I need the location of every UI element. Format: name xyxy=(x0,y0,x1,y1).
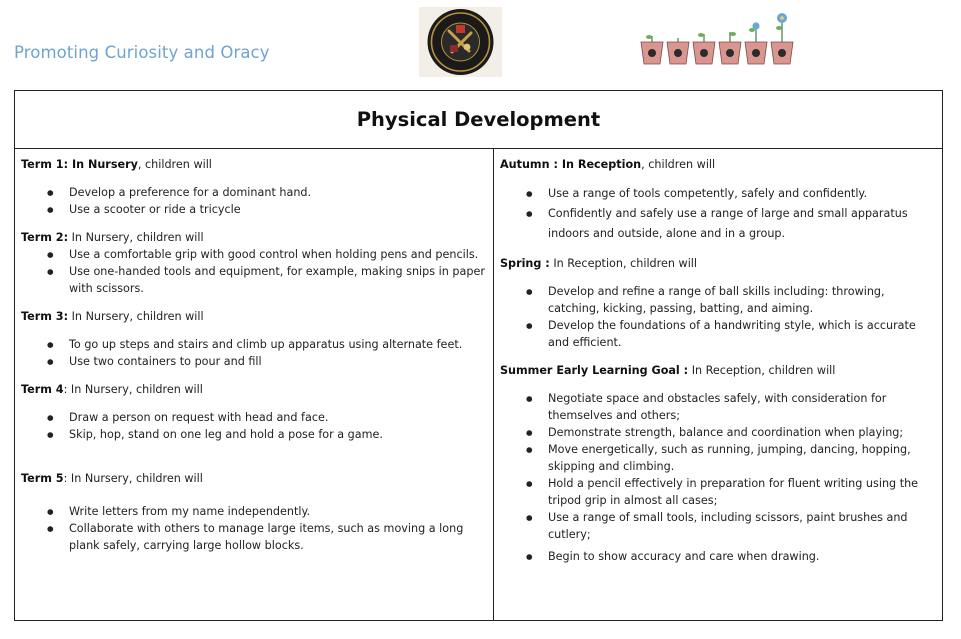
list-item: ● Use a comfortable grip with good control when holding pens and pencils. xyxy=(21,246,487,263)
term-2-heading: Term 2: In Nursery, children will xyxy=(21,231,204,244)
autumn-list xyxy=(500,184,937,244)
term-4-list xyxy=(21,409,487,443)
list-item: ● Collaborate with others to manage large items, such as moving a long plank safely, carrying large hollow blocks. xyxy=(21,520,487,554)
list-item: ● Use a scooter or ride a tricycle xyxy=(21,201,487,218)
section-title: Physical Development xyxy=(15,91,942,149)
list-item: ● Hold a pencil effectively in preparation for fluent writing using the tripod grip in almost all cases; xyxy=(500,475,937,509)
term-1-list xyxy=(21,184,487,218)
list-item: ● Draw a person on request with head and face. xyxy=(21,409,487,426)
term-5-list xyxy=(21,503,487,554)
spring-heading: Spring : In Reception, children will xyxy=(500,257,698,270)
school-crest-icon xyxy=(419,7,502,77)
list-item: ● Develop the foundations of a handwriting style, which is accurate and efficient. xyxy=(500,317,937,351)
term-4-heading: Term 4: In Nursery, children will xyxy=(21,383,203,396)
list-item: ● Move energetically, such as running, jumping, dancing, hopping, skipping and climbing. xyxy=(500,441,937,475)
list-item: ● Negotiate space and obstacles safely, with consideration for themselves and others; xyxy=(500,390,937,424)
reception-column xyxy=(500,156,937,565)
term-3-heading: Term 3: In Nursery, children will xyxy=(21,310,204,323)
list-item: ● Skip, hop, stand on one leg and hold a pose for a game. xyxy=(21,426,487,443)
header-title: Promoting Curiosity and Oracy xyxy=(14,43,270,62)
list-item: ● Write letters from my name independently. xyxy=(21,503,487,520)
term-3-list xyxy=(21,336,487,370)
term-1-heading: Term 1: In Nursery, children will xyxy=(21,158,212,171)
list-item: ● Confidently and safely use a range of large and small apparatus indoors and outside, alone and in a group. xyxy=(500,204,937,244)
list-item: ● Use a range of tools competently, safely and confidently. xyxy=(500,184,937,204)
list-item: ● Develop a preference for a dominant hand. xyxy=(21,184,487,201)
list-item: ● Use a range of small tools, including scissors, paint brushes and cutlery; xyxy=(500,509,937,543)
list-item: ● To go up steps and stairs and climb up apparatus using alternate feet. xyxy=(21,336,487,353)
physical-development-table xyxy=(14,90,943,621)
summer-list xyxy=(500,390,937,565)
list-item: ● Use two containers to pour and fill xyxy=(21,353,487,370)
term-5-heading: Term 5: In Nursery, children will xyxy=(21,472,203,485)
list-item: ● Begin to show accuracy and care when drawing. xyxy=(500,548,937,565)
list-item: ● Use one-handed tools and equipment, for example, making snips in paper with scissors. xyxy=(21,263,487,297)
list-item: ● Demonstrate strength, balance and coordination when playing; xyxy=(500,424,937,441)
nursery-column xyxy=(21,156,487,554)
summer-heading: Summer Early Learning Goal : In Reception, children will xyxy=(500,364,836,377)
list-item: ● Develop and refine a range of ball skills including: throwing, catching, kicking, passing, batting, and aiming. xyxy=(500,283,937,317)
term-2-list xyxy=(21,246,487,297)
flower-pots-icon xyxy=(638,10,794,70)
spring-list xyxy=(500,283,937,351)
column-divider xyxy=(493,148,494,620)
autumn-heading: Autumn : In Reception, children will xyxy=(500,158,716,171)
